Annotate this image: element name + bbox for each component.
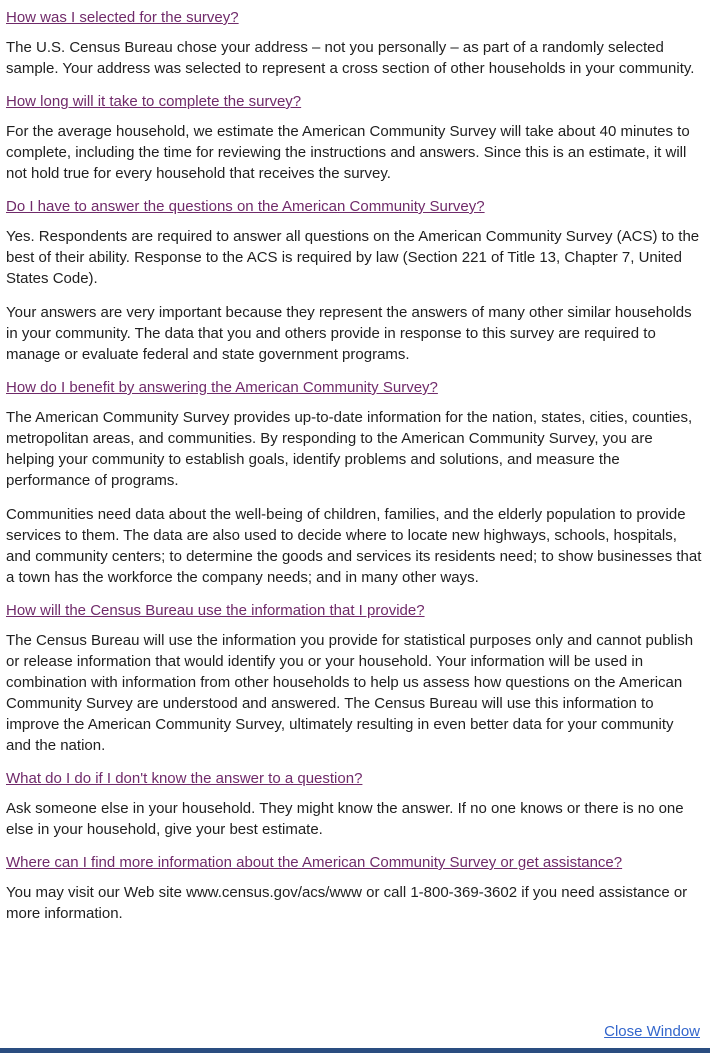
faq-answer-paragraph: For the average household, we estimate the American Community Survey will take about 40 minutes to complete, including the time for reviewing the instructions and answers. Since this is an estimate, it will not hold true for every household that receives the survey. — [6, 123, 690, 182]
faq-answer-paragraph: The American Community Survey provides up-to-date information for the nation, states, cities, counties, metropolitan areas, and communities. By responding to the American Community Survey, you are helping your community to establish goals, identify problems and solutions, and measure the performance of programs. — [6, 409, 693, 489]
faq-question-link[interactable]: Do I have to answer the questions on the American Community Survey? — [6, 198, 485, 215]
faq-question-link[interactable]: How will the Census Bureau use the information that I provide? — [6, 602, 425, 619]
faq-item — [6, 378, 702, 588]
faq-item — [6, 601, 702, 756]
faq-question-link[interactable]: How do I benefit by answering the American Community Survey? — [6, 379, 438, 396]
faq-question-link[interactable]: Where can I find more information about the American Community Survey or get assistance? — [6, 854, 623, 871]
faq-item — [6, 8, 702, 79]
faq-answer-paragraph: Your answers are very important because they represent the answers of many other similar households in your community. The data that you and others provide in response to this survey are required to manage or evaluate federal and state government programs. — [6, 304, 692, 363]
footer — [604, 1023, 700, 1041]
faq-question-link[interactable]: How long will it take to complete the survey? — [6, 93, 302, 110]
faq-item — [6, 769, 702, 840]
faq-item — [6, 197, 702, 365]
faq-question-link[interactable]: How was I selected for the survey? — [6, 9, 239, 26]
faq-item — [6, 853, 702, 924]
faq-answer-paragraph: Yes. Respondents are required to answer all questions on the American Community Survey (ACS) to the best of their ability. Response to the ACS is required by law (Section 221 of Title 13, Chapter 7, United States Code). — [6, 228, 700, 287]
faq-answer-paragraph: Communities need data about the well-being of children, families, and the elderly population to provide services to them. The data are also used to decide where to locate new highways, schools, hospitals, and community centers; to determine the goods and services its residents need; to show businesses that a town has the workforce the company needs; and in many other ways. — [6, 506, 702, 586]
faq-answer-paragraph: The Census Bureau will use the information you provide for statistical purposes only and cannot publish or release information that would identify you or your household. Your information will be used in combination with information from other households to help us assess how questions on the American Community Survey are understood and answered. The Census Bureau will use this information to improve the American Community Survey, ultimately resulting in even better data for your community and the nation. — [6, 632, 694, 754]
close-window-link[interactable]: Close Window — [604, 1023, 700, 1040]
faq-item — [6, 92, 702, 184]
faq-answer-paragraph: The U.S. Census Bureau chose your address – not you personally – as part of a randomly selected sample. Your address was selected to represent a cross section of other households in your community. — [6, 39, 695, 77]
bottom-edge-bar — [0, 1048, 710, 1053]
faq-question-link[interactable]: What do I do if I don't know the answer to a question? — [6, 770, 363, 787]
faq-answer-paragraph: You may visit our Web site www.census.gov/acs/www or call 1-800-369-3602 if you need assistance or more information. — [6, 884, 688, 922]
faq-answer-paragraph: Ask someone else in your household. They might know the answer. If no one knows or there is no one else in your household, give your best estimate. — [6, 800, 684, 838]
